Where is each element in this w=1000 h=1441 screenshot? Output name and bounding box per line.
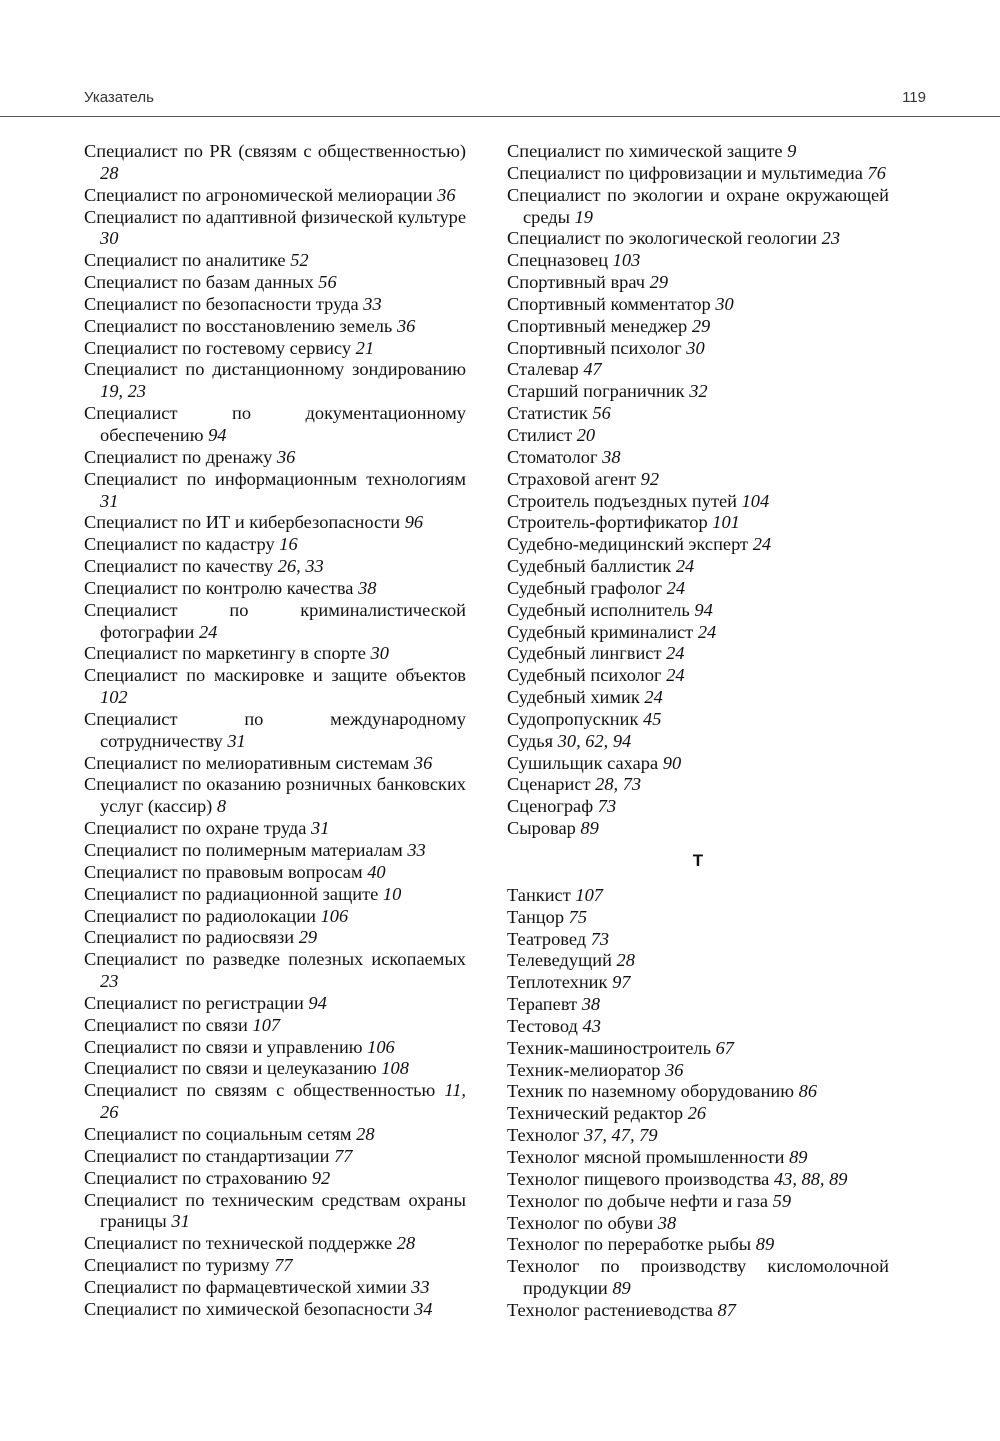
index-entry <box>84 1190 466 1234</box>
entry-term: Специалист по страхованию <box>84 1167 308 1188</box>
entry-page-refs: 29 <box>691 315 711 336</box>
entry-term: Специалист по гостевому сервису <box>84 337 352 358</box>
entry-term: Специалист по стандартизации <box>84 1145 330 1166</box>
entry-term: Специалист по дистанционному зондированию <box>84 359 466 380</box>
index-entry <box>507 687 889 709</box>
entry-term: Терапевт <box>507 994 578 1015</box>
index-entry <box>507 622 889 644</box>
entry-page-refs: 31 <box>100 490 119 511</box>
index-entry <box>84 665 466 709</box>
entry-term: Специалист по восстановлению земель <box>84 315 393 336</box>
index-entry <box>507 600 889 622</box>
entry-term: Технолог мясной промышленности <box>507 1146 785 1167</box>
index-entry <box>507 643 889 665</box>
index-entry <box>84 1124 466 1146</box>
entry-page-refs: 24 <box>666 643 685 664</box>
index-entry <box>507 534 889 556</box>
entry-term: Технический редактор <box>507 1103 684 1124</box>
entry-page-refs: 106 <box>367 1036 395 1057</box>
entry-page-refs: 30 <box>715 293 734 314</box>
entry-page-refs: 23 <box>100 971 119 992</box>
entry-term: Технолог по переработке рыбы <box>507 1234 752 1255</box>
index-entry <box>507 163 889 185</box>
index-entry <box>507 447 889 469</box>
entry-page-refs: 10 <box>382 883 402 904</box>
entry-term: Судебно-медицинский эксперт <box>507 534 749 555</box>
entry-term: Специалист по качеству <box>84 556 274 577</box>
entry-page-refs: 101 <box>712 512 740 533</box>
entry-term: Специалист по социальным сетям <box>84 1123 352 1144</box>
index-entry <box>507 491 889 513</box>
entry-page-refs: 28 <box>616 950 635 971</box>
entry-page-refs: 33 <box>407 840 426 860</box>
entry-page-refs: 92 <box>640 468 660 489</box>
index-entry <box>84 840 466 862</box>
entry-page-refs: 28 <box>100 162 119 183</box>
entry-term: Спортивный психолог <box>507 337 682 358</box>
index-entry <box>84 534 466 556</box>
index-entry <box>84 338 466 360</box>
entry-page-refs: 28, 73 <box>595 774 642 795</box>
entry-page-refs: 89 <box>580 818 599 839</box>
index-entry <box>507 338 889 360</box>
entry-term: Специалист по аналитике <box>84 250 286 271</box>
index-entry <box>507 1147 889 1169</box>
entry-page-refs: 31 <box>171 1211 190 1232</box>
index-entry <box>84 294 466 316</box>
entry-term: Специалист по дренажу <box>84 446 273 467</box>
index-entry <box>507 774 889 796</box>
entry-page-refs: 76 <box>867 162 886 183</box>
entry-term: Техник по наземному оборудованию <box>507 1081 795 1102</box>
entry-term: Специалист по экологии и охране окружающей среды <box>507 184 889 227</box>
index-entry <box>84 600 466 644</box>
entry-page-refs: 56 <box>592 403 611 424</box>
entry-page-refs: 16 <box>279 534 298 555</box>
entry-term: Спортивный комментатор <box>507 293 711 314</box>
entry-page-refs: 21 <box>355 337 375 358</box>
entry-page-refs: 36 <box>276 446 296 467</box>
entry-term: Специалист по туризму <box>84 1255 270 1276</box>
entry-page-refs: 30, 62, 94 <box>557 730 632 751</box>
index-group-s <box>507 141 889 840</box>
entry-page-refs: 36 <box>396 315 416 336</box>
entry-term: Специалист по агрономической мелиорации <box>84 184 433 205</box>
index-entry <box>507 994 889 1016</box>
entry-page-refs: 33 <box>411 1276 430 1297</box>
entry-term: Спецназовец <box>507 250 609 271</box>
entry-page-refs: 31 <box>311 818 330 839</box>
entry-term: Театровед <box>507 928 587 949</box>
index-entry <box>84 927 466 949</box>
entry-term: Специалист по документационному обеспечению <box>84 403 466 445</box>
entry-page-refs: 28 <box>396 1233 416 1254</box>
entry-term: Сталевар <box>507 359 579 380</box>
entry-term: Специалист по мелиоративным системам <box>84 752 410 773</box>
index-entry <box>507 796 889 818</box>
index-entry <box>84 272 466 294</box>
index-entry <box>84 1255 466 1277</box>
entry-page-refs: 94 <box>308 992 327 1013</box>
entry-page-refs: 24 <box>675 556 695 577</box>
entry-page-refs: 33 <box>363 293 382 314</box>
entry-page-refs: 40 <box>367 861 386 882</box>
entry-page-refs: 103 <box>612 250 641 271</box>
index-entry <box>507 1213 889 1235</box>
entry-term: Специалист по полимерным материалам <box>84 840 403 860</box>
index-entry <box>507 250 889 272</box>
entry-term: Специалист по регистрации <box>84 992 304 1013</box>
index-entry <box>84 1277 466 1299</box>
index-entry <box>84 469 466 513</box>
index-entry <box>507 753 889 775</box>
index-entry <box>84 359 466 403</box>
entry-page-refs: 94 <box>694 599 713 620</box>
index-entry <box>507 929 889 951</box>
entry-term: Специалист по безопасности труда <box>84 293 359 314</box>
entry-page-refs: 38 <box>602 446 621 467</box>
entry-term: Техник-мелиоратор <box>507 1059 661 1080</box>
entry-page-refs: 107 <box>252 1014 281 1035</box>
entry-term: Специалист по связям с общественностью <box>84 1080 436 1101</box>
section-title: Указатель <box>84 89 154 106</box>
index-entry <box>507 665 889 687</box>
entry-page-refs: 108 <box>381 1058 409 1079</box>
index-entry <box>84 1080 466 1124</box>
entry-term: Специалист по информационным технологиям <box>84 468 466 489</box>
entry-term: Теплотехник <box>507 972 608 993</box>
entry-page-refs: 89 <box>755 1234 775 1255</box>
index-entry <box>507 1081 889 1103</box>
index-entry <box>507 731 889 753</box>
entry-page-refs: 24 <box>198 621 218 642</box>
entry-page-refs: 19, 23 <box>100 381 146 402</box>
entry-term: Специалист по радиационной защите <box>84 883 379 904</box>
entry-term: Специалист по оказанию розничных банковских услуг (кассир) <box>84 774 466 817</box>
entry-page-refs: 92 <box>311 1167 331 1188</box>
entry-term: Специалист по экологической геологии <box>507 228 818 249</box>
index-entry <box>84 403 466 447</box>
entry-page-refs: 28 <box>356 1123 375 1144</box>
index-entry <box>84 578 466 600</box>
entry-page-refs: 32 <box>689 381 708 402</box>
entry-page-refs: 102 <box>100 687 128 708</box>
entry-page-refs: 36 <box>665 1059 684 1080</box>
entry-page-refs: 77 <box>274 1255 293 1276</box>
entry-page-refs: 75 <box>568 906 588 927</box>
entry-page-refs: 59 <box>772 1190 792 1211</box>
entry-term: Статистик <box>507 403 588 424</box>
entry-term: Специалист по техническим средствам охраны границы <box>84 1189 466 1232</box>
entry-term: Технолог пищевого производства <box>507 1168 770 1189</box>
entry-term: Танкист <box>507 884 571 905</box>
index-entry <box>84 1037 466 1059</box>
index-entry <box>84 906 466 928</box>
entry-term: Технолог растениеводства <box>507 1299 713 1320</box>
entry-page-refs: 30 <box>100 228 119 249</box>
entry-page-refs: 24 <box>697 621 717 642</box>
entry-term: Специалист по ИТ и кибербезопасности <box>84 512 401 533</box>
entry-page-refs: 96 <box>404 512 424 533</box>
entry-term: Тестовод <box>507 1015 578 1036</box>
index-entry <box>84 753 466 775</box>
index-entry <box>507 316 889 338</box>
entry-term: Специалист по базам данных <box>84 272 314 293</box>
index-entry <box>84 709 466 753</box>
entry-page-refs: 52 <box>290 250 309 271</box>
entry-page-refs: 87 <box>717 1299 736 1320</box>
index-entry <box>507 381 889 403</box>
index-entry <box>84 250 466 272</box>
entry-page-refs: 24 <box>666 577 686 598</box>
entry-term: Строитель подъездных путей <box>507 490 737 511</box>
index-entry <box>84 949 466 993</box>
index-column-right <box>507 141 889 1322</box>
entry-term: Специалист по технической поддержке <box>84 1233 393 1254</box>
entry-term: Специалист по PR (связям с общественностью) <box>84 141 466 161</box>
index-entry <box>507 556 889 578</box>
index-entry <box>84 1015 466 1037</box>
entry-page-refs: 67 <box>715 1037 734 1058</box>
entry-page-refs: 23 <box>821 228 841 249</box>
entry-page-refs: 38 <box>581 994 601 1015</box>
index-entry <box>507 1125 889 1147</box>
index-entry <box>84 1168 466 1190</box>
entry-page-refs: 8 <box>216 796 227 817</box>
index-entry <box>507 141 889 163</box>
header-rule <box>0 116 1000 117</box>
entry-page-refs: 73 <box>590 928 610 949</box>
entry-page-refs: 56 <box>318 272 337 293</box>
index-entry <box>507 1256 889 1300</box>
entry-term: Судебный психолог <box>507 665 662 686</box>
entry-page-refs: 37, 47, 79 <box>583 1125 658 1146</box>
entry-page-refs: 89 <box>789 1146 808 1167</box>
entry-page-refs: 26, 33 <box>277 556 324 577</box>
entry-page-refs: 26 <box>687 1103 707 1124</box>
entry-page-refs: 29 <box>298 927 318 948</box>
entry-term: Технолог <box>507 1125 580 1146</box>
entry-term: Строитель-фортификатор <box>507 512 708 533</box>
running-header <box>84 89 926 111</box>
index-entry <box>507 272 889 294</box>
page-number: 119 <box>902 89 926 106</box>
entry-term: Судебный криминалист <box>507 621 694 642</box>
index-entry <box>507 885 889 907</box>
entry-term: Судебный графолог <box>507 577 663 598</box>
entry-term: Специалист по фармацевтической химии <box>84 1276 407 1297</box>
entry-page-refs: 11, 26 <box>100 1080 466 1123</box>
section-letter-heading: Т <box>692 851 704 870</box>
index-entry <box>84 316 466 338</box>
entry-page-refs: 29 <box>649 272 669 293</box>
entry-term: Специалист по химической защите <box>507 141 783 161</box>
index-entry <box>84 1299 466 1321</box>
entry-page-refs: 30 <box>370 643 389 664</box>
index-entry <box>84 556 466 578</box>
entry-page-refs: 19 <box>574 206 593 227</box>
entry-term: Спортивный менеджер <box>507 315 688 336</box>
entry-term: Специалист по маркетингу в спорте <box>84 643 366 664</box>
index-entry <box>507 1191 889 1213</box>
entry-page-refs: 43 <box>582 1015 601 1036</box>
entry-page-refs: 73 <box>597 796 617 817</box>
entry-page-refs: 106 <box>320 905 349 926</box>
entry-page-refs: 47 <box>583 359 602 380</box>
index-entry <box>507 1169 889 1191</box>
index-entry <box>507 578 889 600</box>
entry-term: Специалист по контролю качества <box>84 577 354 598</box>
entry-page-refs: 97 <box>612 972 631 993</box>
entry-term: Специалист по правовым вопросам <box>84 861 363 882</box>
index-entry <box>507 294 889 316</box>
index-column-left <box>84 141 466 1321</box>
entry-term: Специалист по криминалистической фотографии <box>84 599 466 642</box>
index-entry <box>507 1234 889 1256</box>
entry-page-refs: 89 <box>612 1278 631 1299</box>
index-entry <box>507 709 889 731</box>
entry-term: Судебный исполнитель <box>507 599 690 620</box>
index-entry <box>84 1233 466 1255</box>
entry-page-refs: 9 <box>787 141 797 161</box>
entry-term: Телеведущий <box>507 950 612 971</box>
entry-page-refs: 36 <box>437 184 456 205</box>
entry-term: Сценарист <box>507 774 591 795</box>
entry-term: Стоматолог <box>507 446 598 467</box>
index-entry <box>507 228 889 250</box>
index-entry <box>507 469 889 491</box>
entry-term: Спортивный врач <box>507 272 646 293</box>
index-entry <box>507 403 889 425</box>
entry-term: Судебный баллистик <box>507 556 672 577</box>
index-entry <box>84 185 466 207</box>
index-entry <box>507 1038 889 1060</box>
index-entry <box>507 1103 889 1125</box>
entry-page-refs: 30 <box>686 337 705 358</box>
entry-term: Сценограф <box>507 796 594 817</box>
index-entry <box>84 1146 466 1168</box>
entry-page-refs: 38 <box>657 1212 677 1233</box>
entry-page-refs: 86 <box>798 1081 818 1102</box>
index-entry <box>84 993 466 1015</box>
entry-term: Специалист по кадастру <box>84 534 275 555</box>
entry-page-refs: 24 <box>644 687 663 708</box>
index-entry <box>84 884 466 906</box>
index-entry <box>84 141 466 185</box>
entry-page-refs: 38 <box>358 577 377 598</box>
index-entry <box>507 950 889 972</box>
entry-term: Судопропускник <box>507 708 639 729</box>
entry-term: Судебный химик <box>507 687 640 708</box>
index-entry <box>507 907 889 929</box>
entry-term: Специалист по маскировке и защите объектов <box>84 665 466 686</box>
entry-page-refs: 107 <box>575 884 603 905</box>
entry-term: Страховой агент <box>507 468 637 489</box>
entry-page-refs: 24 <box>666 665 685 686</box>
entry-term: Специалист по международному сотрудничеству <box>84 708 466 751</box>
index-entry <box>507 1300 889 1322</box>
index-entry <box>84 818 466 840</box>
index-entry <box>507 359 889 381</box>
index-entry <box>84 207 466 251</box>
entry-term: Технолог по добыче нефти и газа <box>507 1190 769 1211</box>
entry-page-refs: 90 <box>662 752 682 773</box>
entry-page-refs: 104 <box>741 490 770 511</box>
entry-term: Технолог по обуви <box>507 1212 654 1233</box>
entry-term: Техник-машиностроитель <box>507 1037 711 1058</box>
entry-term: Специалист по цифровизации и мультимедиа <box>507 162 863 183</box>
entry-term: Специалист по радиосвязи <box>84 927 295 948</box>
entry-term: Специалист по охране труда <box>84 818 307 839</box>
index-entry <box>84 774 466 818</box>
entry-page-refs: 24 <box>752 534 772 555</box>
entry-page-refs: 45 <box>643 708 662 729</box>
entry-term: Специалист по химической безопасности <box>84 1298 410 1319</box>
index-entry <box>507 512 889 534</box>
entry-term: Специалист по связи <box>84 1014 248 1035</box>
entry-term: Судебный лингвист <box>507 643 662 664</box>
entry-term: Специалист по связи и управлению <box>84 1036 363 1057</box>
index-entry <box>507 425 889 447</box>
index-entry <box>84 512 466 534</box>
entry-term: Специалист по радиолокации <box>84 905 316 926</box>
entry-term: Специалист по адаптивной физической культуре <box>84 206 466 227</box>
entry-term: Судья <box>507 730 554 751</box>
index-entry <box>507 1060 889 1082</box>
entry-page-refs: 94 <box>208 424 227 445</box>
entry-page-refs: 36 <box>413 752 433 773</box>
entry-page-refs: 34 <box>414 1298 433 1319</box>
entry-page-refs: 20 <box>576 424 596 445</box>
index-group-t <box>507 885 889 1322</box>
entry-term: Специалист по разведке полезных ископаемых <box>84 949 466 970</box>
index-entry <box>84 1058 466 1080</box>
index-entry <box>507 1016 889 1038</box>
entry-page-refs: 77 <box>334 1145 353 1166</box>
entry-page-refs: 31 <box>227 730 246 751</box>
entry-term: Стилист <box>507 424 573 445</box>
entry-page-refs: 43, 88, 89 <box>773 1168 848 1189</box>
entry-term: Технолог по производству кисломолочной продукции <box>507 1256 889 1299</box>
entry-term: Сушильщик сахара <box>507 752 659 773</box>
index-entry <box>507 818 889 840</box>
entry-term: Танцор <box>507 906 565 927</box>
index-entry <box>507 185 889 229</box>
entry-term: Специалист по связи и целеуказанию <box>84 1058 377 1079</box>
index-entry <box>507 972 889 994</box>
index-entry <box>84 862 466 884</box>
index-entry <box>84 643 466 665</box>
entry-term: Старший пограничник <box>507 381 685 402</box>
index-entry <box>84 447 466 469</box>
entry-term: Сыровар <box>507 818 576 839</box>
